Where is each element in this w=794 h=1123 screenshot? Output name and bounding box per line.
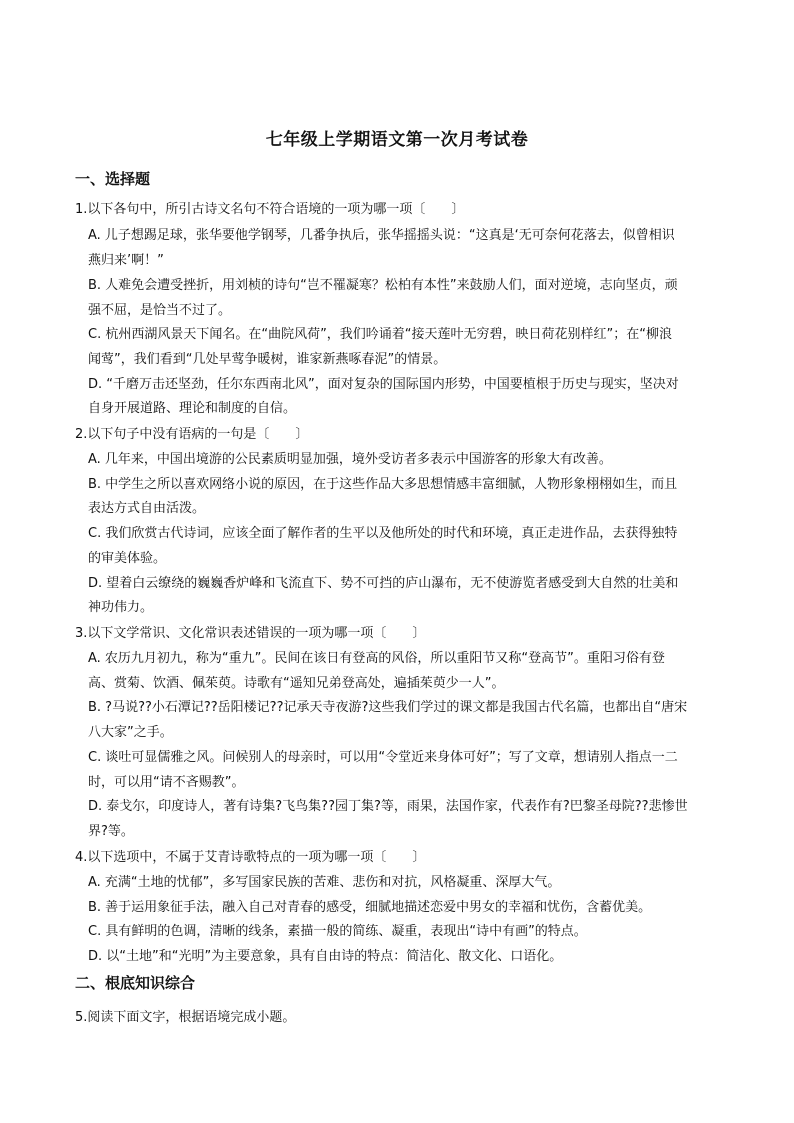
question-1-option-c-cont: 闻莺”，我们看到“几处早莺争暖树，谁家新燕啄春泥”的情景。: [88, 352, 447, 367]
question-4-option-d: D. 以“土地”和“光明”为主要意象，具有自由诗的特点：简洁化、散文化、口语化。: [88, 949, 563, 964]
question-1-option-a-cont: 燕归来’啊！”: [88, 253, 164, 268]
question-3-option-b-cont: 八大家”之手。: [88, 725, 173, 740]
question-1-option-d-cont: 自身开展道路、理论和制度的自信。: [88, 401, 297, 416]
question-3-option-d-cont: 界?等。: [88, 824, 134, 839]
question-3-option-a: A. 农历九月初九，称为“重九”。民间在该日有登高的风俗，所以重阳节又称“登高节”。重阳习俗有登: [88, 651, 665, 666]
question-1-option-d: D. “千磨万击还坚劲，任尔东西南北风”，面对复杂的国际国内形势，中国要植根于历史与现实，坚决对: [88, 377, 679, 392]
question-2-option-b-cont: 表达方式自由活泼。: [88, 501, 206, 516]
question-3-option-a-cont: 高、赏菊、饮酒、佩茱萸。诗歌有“遥知兄弟登高处，遍插茱萸少一人”。: [88, 676, 505, 691]
question-1-option-a: A. 儿子想踢足球，张华要他学钢琴，几番争执后，张华摇摇头说：“这真是‘无可奈何花落去，似曾相识: [88, 228, 675, 243]
question-2-option-d: D. 望着白云缭绕的巍巍香炉峰和飞流直下、势不可挡的庐山瀑布，无不使游览者感受到大自然的壮美和: [88, 576, 679, 591]
question-3-option-c: C. 谈吐可显儒雅之风。问候别人的母亲时，可以用“令堂近来身体可好”；写了文章，想请别人指点一二: [88, 750, 678, 765]
question-4-stem: 4.以下选项中，不属于艾青诗歌特点的一项为哪一项〔 〕: [75, 850, 426, 865]
page-title: 七年级上学期语文第一次月考试卷: [265, 130, 529, 150]
question-2-option-a: A. 几年来，中国出境游的公民素质明显加强，境外受访者多表示中国游客的形象大有改善。: [88, 452, 612, 467]
question-2-option-d-cont: 神功伟力。: [88, 600, 154, 615]
question-3-option-c-cont: 时，可以用“请不吝赐教”。: [88, 775, 245, 790]
question-2-option-c: C. 我们欣赏古代诗词，应该全面了解作者的生平以及他所处的时代和环境，真正走进作品，去获得独特: [88, 526, 678, 541]
question-1-stem: 1.以下各句中，所引古诗文名句不符合语境的一项为哪一项〔 〕: [75, 202, 465, 217]
section-heading-choice: 一、选择题: [75, 170, 151, 188]
question-5-stem: 5.阅读下面文字，根据语境完成小题。: [75, 1010, 296, 1025]
question-3-option-d: D. 泰戈尔，印度诗人，著有诗集?飞鸟集??园丁集?等，雨果，法国作家，代表作有?巴黎圣母院??悲惨世: [88, 799, 688, 814]
question-4-option-c: C. 具有鲜明的色调，清晰的线条，素描一般的简练、凝重，表现出“诗中有画”的特点。: [88, 924, 587, 939]
question-4-option-b: B. 善于运用象征手法，融入自己对青春的感受，细腻地描述恋爱中男女的幸福和忧伤，含蓄优美。: [88, 900, 652, 915]
question-1-option-b-cont: 强不屈，是恰当不过了。: [88, 303, 232, 318]
question-1-option-b: B. 人难免会遭受挫折，用刘桢的诗句“岂不罹凝寒？松柏有本性”来鼓励人们，面对逆境，志向坚贞，顽: [88, 278, 678, 293]
question-3-option-b: B. ?马说??小石潭记??岳阳楼记??记承天寺夜游?这些我们学过的课文都是我国古代名篇，也都出自“唐宋: [88, 700, 688, 715]
question-4-option-a: A. 充满“土地的忧郁”，多写国家民族的苦难、悲伤和对抗，风格凝重、深厚大气。: [88, 875, 561, 890]
question-2-option-b: B. 中学生之所以喜欢网络小说的原因，在于这些作品大多思想情感丰富细腻，人物形象栩栩如生，而且: [88, 477, 678, 492]
section-heading-basic-knowledge: 二、根底知识综合: [75, 974, 196, 992]
question-1-option-c: C. 杭州西湖风景天下闻名。在“曲院风荷”，我们吟诵着“接天莲叶无穷碧，映日荷花别样红”；在“柳浪: [88, 327, 673, 342]
question-2-option-c-cont: 的审美体验。: [88, 551, 167, 566]
question-3-stem: 3.以下文学常识、文化常识表述错误的一项为哪一项〔 〕: [75, 626, 426, 641]
question-2-stem: 2.以下句子中没有语病的一句是〔 〕: [75, 427, 309, 442]
